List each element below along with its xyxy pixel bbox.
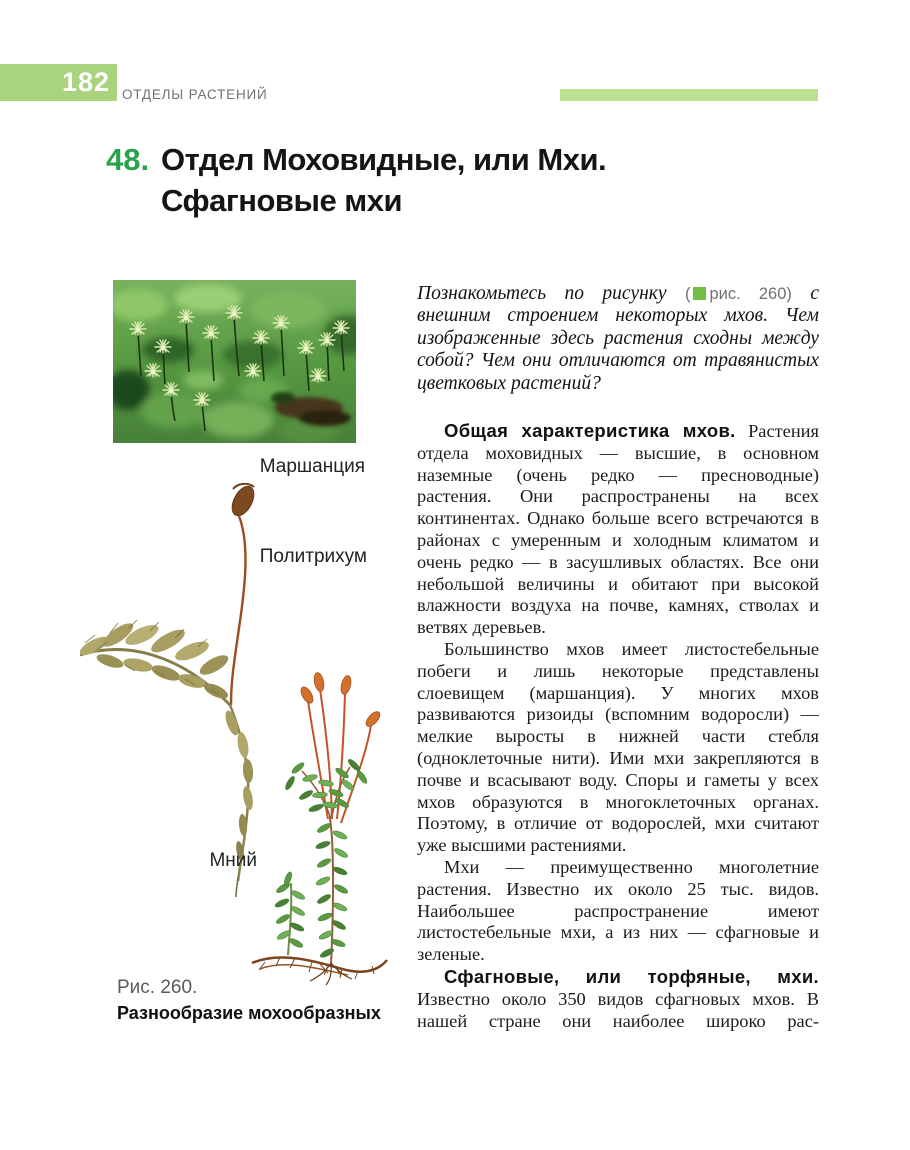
marchantia-photo-image [113, 280, 356, 443]
figure-caption [117, 977, 437, 1024]
marchantia-photo [113, 280, 356, 443]
figure-ref-square-icon [693, 287, 706, 300]
label-mnium: Мний [209, 850, 257, 871]
label-polytrichum: Политрихум [259, 546, 367, 567]
run-in-heading: Общая характеристика мхов. [444, 420, 736, 442]
figure-caption-number: Рис. 260. [117, 977, 198, 998]
polytrichum-illustration [80, 483, 258, 897]
section-title-line1: Отдел Моховидные, или Мхи. [161, 142, 607, 177]
intro-text-before: Познакомьтесь по рисунку [417, 283, 667, 304]
run-in-heading: Сфагновые, или торфяные, мхи. [444, 965, 819, 987]
polytrichum-foliage [80, 619, 231, 701]
mnium-leaves [274, 758, 369, 959]
section-title-line2: Сфагновые мхи [161, 183, 403, 218]
label-marchantia: Маршанция [259, 456, 365, 477]
section-number: 48. [106, 142, 150, 177]
page-number-bar [0, 64, 117, 101]
page-number: 182 [61, 67, 110, 97]
section-title [161, 139, 801, 221]
running-head: ОТДЕЛЫ РАСТЕНИЙ [122, 87, 268, 102]
paragraph-general-characteristics: Общая характеристика мхов. Растения отдела моховидных — высшие, в основном наземные (очень редко — пресноводные) растения. Они распространены на всех континентах. Однако больше всего встречаются в районах с умеренным и холодным климатом и очень редко — в засушливых областях. Все они небольшой величины и обитают при высокой влажности воздуха на почве, камнях, стволах и ветвях деревьев. [417, 420, 819, 638]
paragraph-shoots: Большинство мхов имеет листостебельные побеги и лишь некоторые представлены слоевищем (маршанция). У многих мхов развиваются ризоиды (вспомним водоросли) — мелкие выросты в нижней части стебля (одноклеточные нити). Ими мхи закрепляются в почве и всасывают воду. Споры и гаметы у всех мхов образуются в многоклеточных органах. Поэтому, в отличие от водорослей, мхи считают уже высшими растениями. [417, 639, 819, 856]
mnium-illustration [252, 672, 387, 985]
paragraph-sphagnum: Сфагновые, или торфяные, мхи. Известно около 350 видов сфагновых мхов. В нашей стране они наиболее широко рас- [417, 965, 819, 1031]
figure-caption-title: Разнообразие мохообразных [117, 1003, 381, 1023]
intro-question [417, 283, 819, 395]
header-accent-bar [560, 89, 818, 101]
figure-reference: ( рис. 260) [685, 285, 792, 303]
paragraph-perennial: Мхи — преимущественно многолетние растения. Известно их около 25 тыс. видов. Наибольшее распространение имеют листостебельные мхи, а из них — сфагновые и зеленые. [417, 856, 819, 965]
figure-ref-label: рис. 260 [709, 285, 787, 303]
intro-text-after: с внешним строением некоторых мхов. Чем изображенные здесь растения сходны между собой? Чем они отличаются от травянистых цветковых растений? [417, 283, 819, 394]
text-column [417, 283, 819, 1032]
